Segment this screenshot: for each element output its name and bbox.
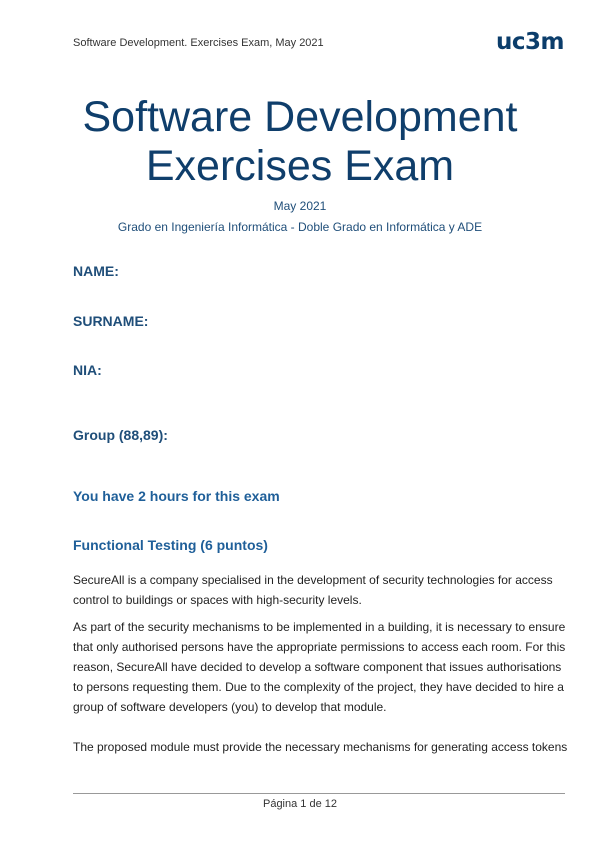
time-notice: You have 2 hours for this exam xyxy=(73,488,280,504)
nia-label: NIA: xyxy=(73,362,102,378)
running-header: Software Development. Exercises Exam, May 2021 xyxy=(73,37,324,49)
page-number: Página 1 de 12 xyxy=(262,798,337,810)
group-label: Group (88,89): xyxy=(73,427,168,443)
exam-date: May 2021 xyxy=(273,199,327,213)
paragraph-line: control to buildings or spaces with high-security levels. xyxy=(73,593,362,607)
surname-label: SURNAME: xyxy=(73,313,149,329)
paragraph-module xyxy=(73,737,568,757)
paragraph-line: to persons requesting them. Due to the complexity of the project, they have decided to hire a xyxy=(73,680,564,694)
paragraph-line: The proposed module must provide the necessary mechanisms for generating access tokens xyxy=(73,740,568,754)
paragraph-line: that only authorised persons have the appropriate permissions to access each room. For this xyxy=(73,640,566,654)
degree-subtitle: Grado en Ingeniería Informática - Doble Grado en Informática y ADE xyxy=(117,220,483,234)
title-line-1: Software Development xyxy=(82,93,518,141)
uc3m-logo: uc3m xyxy=(496,29,564,55)
paragraph-line: SecureAll is a company specialised in the development of security technologies for access xyxy=(73,573,553,587)
section-heading: Functional Testing (6 puntos) xyxy=(73,537,268,553)
paragraph-line: As part of the security mechanisms to be implemented in a building, it is necessary to ensure xyxy=(73,620,566,634)
paragraph-intro xyxy=(73,570,565,610)
title-line-2: Exercises Exam xyxy=(145,142,455,190)
paragraph-line: reason, SecureAll have decided to develop a software component that issues authorisations xyxy=(73,660,562,674)
paragraph-line: group of software developers (you) to develop that module. xyxy=(73,700,387,714)
paragraph-security xyxy=(73,617,565,717)
name-label: NAME: xyxy=(73,263,119,279)
document-title xyxy=(0,93,600,191)
footer-divider xyxy=(73,793,565,794)
